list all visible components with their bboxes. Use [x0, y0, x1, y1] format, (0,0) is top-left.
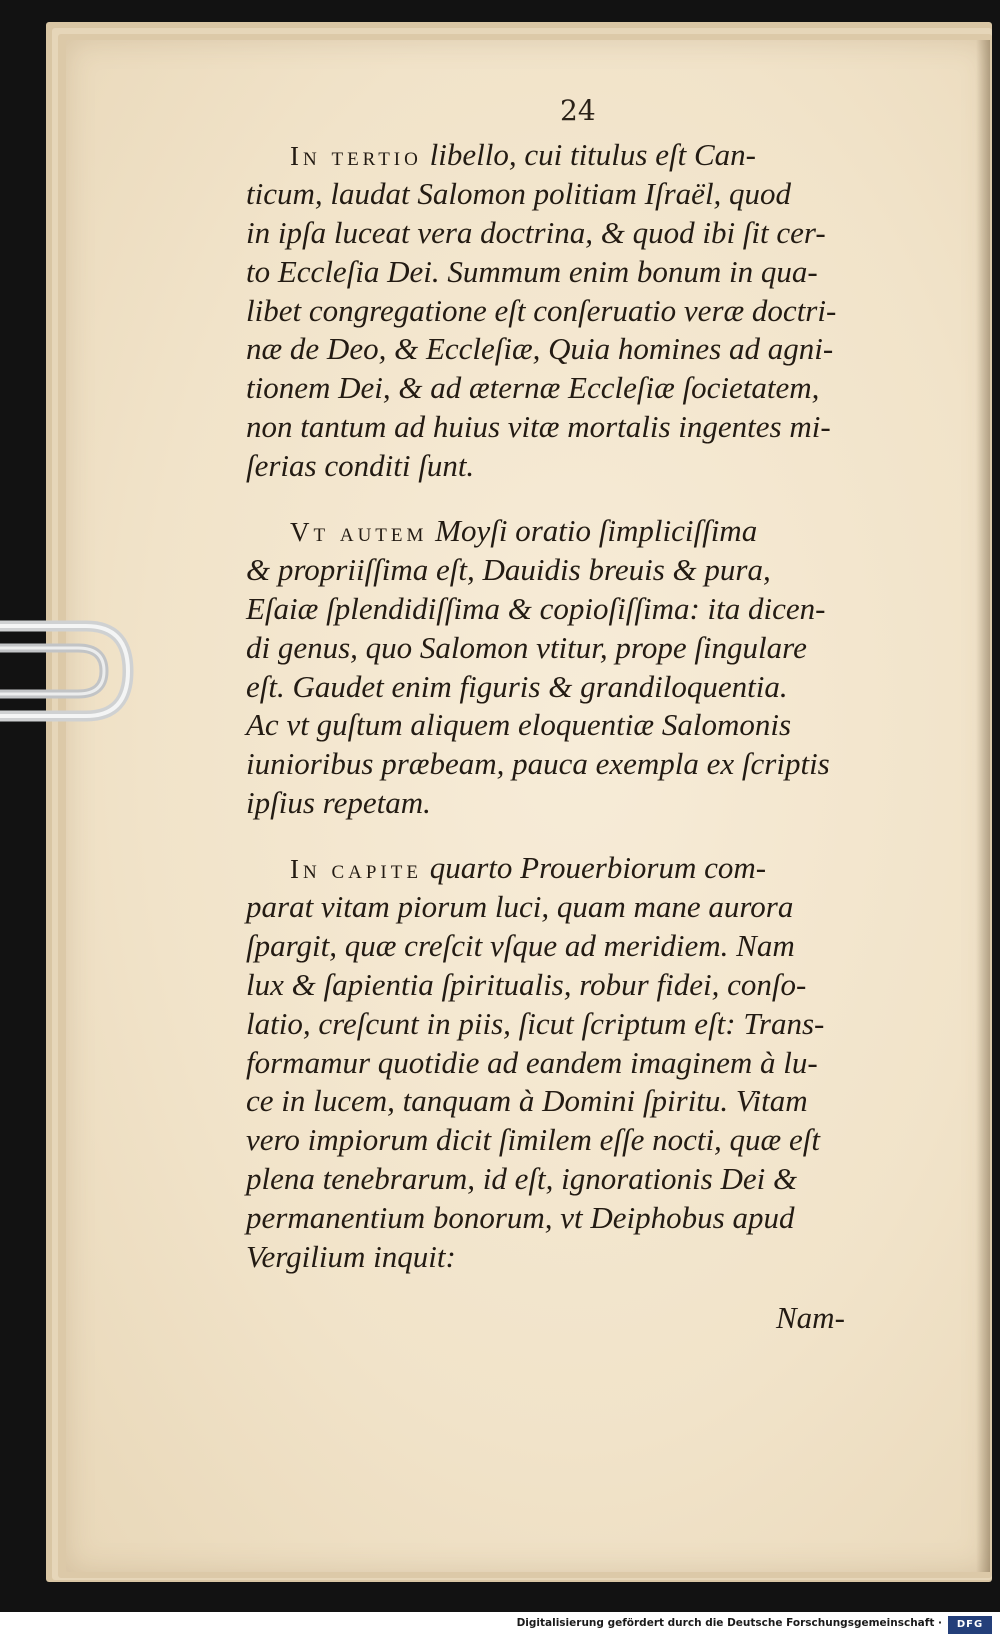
line-text: vero impiorum dicit ſimilem eſſe nocti, quæ eſt — [246, 1122, 820, 1158]
digitization-footer — [0, 1612, 1000, 1639]
line-text: ticum, laudat Salomon politiam Iſraël, quod — [246, 175, 792, 211]
paragraph — [246, 512, 876, 823]
line-text: libello, cui titulus eſt Can- — [429, 137, 756, 172]
text-line — [246, 369, 876, 408]
text-line — [246, 966, 876, 1005]
text-line — [246, 551, 876, 590]
page-gutter-shadow — [976, 40, 990, 1572]
line-text: in ipſa luceat vera doctrina, & quod ibi ſit cer- — [246, 214, 826, 250]
paragraph-lead-words: In tertio — [290, 141, 422, 171]
line-text: eſt. Gaudet enim figuris & grandiloquentia. — [246, 668, 788, 704]
paperclip-icon — [0, 610, 138, 732]
line-text: parat vitam piorum luci, quam mane aurora — [246, 889, 794, 925]
paragraph-lead-words: Vt autem — [290, 517, 428, 548]
page-number: 24 — [560, 94, 596, 127]
text-line — [246, 292, 876, 331]
line-text: & propriiſſima eſt, Dauidis breuis & pura, — [246, 551, 771, 587]
line-text: ipſius repetam. — [246, 785, 431, 821]
line-text: formamur quotidie ad eandem imaginem à lu- — [246, 1044, 818, 1080]
line-text: Moyſi oratio ſimpliciſſima — [435, 513, 758, 549]
line-text: ſpargit, quæ creſcit vſque ad meridiem. Nam — [246, 927, 795, 963]
text-line — [246, 512, 876, 551]
text-line — [246, 136, 876, 175]
text-line — [246, 927, 876, 966]
text-line — [246, 1199, 876, 1238]
line-text: Vergilium inquit: — [246, 1239, 456, 1275]
text-line — [246, 447, 876, 486]
line-text: Ac vt guſtum aliquem eloquentiæ Salomonis — [246, 707, 792, 743]
text-line — [246, 1160, 876, 1199]
line-text: permanentium bonorum, vt Deiphobus apud — [246, 1200, 795, 1236]
line-text: Eſaiæ ſplendidiſſima & copioſiſſima: ita dicen- — [246, 590, 826, 626]
dfg-logo-icon: DFG — [948, 1616, 992, 1634]
text-line — [246, 1005, 876, 1044]
line-text: lux & ſapientia ſpiritualis, robur fidei, conſo- — [246, 966, 807, 1002]
line-text: tionem Dei, & ad æternæ Eccleſiæ ſocietatem, — [246, 370, 820, 406]
text-line — [246, 1121, 876, 1160]
text-line — [246, 1082, 876, 1121]
text-line — [246, 330, 876, 369]
line-text: quarto Prouerbiorum com- — [429, 850, 767, 886]
line-text: ce in lucem, tanquam à Domini ſpiritu. Vitam — [246, 1083, 808, 1119]
paragraph — [246, 136, 876, 486]
text-line — [246, 888, 876, 927]
line-text: latio, creſcunt in piis, ſicut ſcriptum eſt: Trans- — [246, 1005, 825, 1041]
line-text: libet congregatione eſt conſeruatio veræ doctri- — [246, 292, 837, 328]
text-line — [246, 849, 876, 888]
footer-credit: Digitalisierung gefördert durch die Deutsche Forschungsgemeinschaft · — [516, 1617, 942, 1629]
text-line — [246, 1238, 876, 1277]
line-text: næ de Deo, & Eccleſiæ, Quia homines ad agni- — [246, 331, 834, 367]
text-line — [246, 408, 876, 447]
line-text: ſerias conditi ſunt. — [246, 448, 475, 484]
line-text: di genus, quo Salomon vtitur, prope ſingulare — [246, 629, 807, 665]
text-line — [246, 253, 876, 292]
line-text: to Eccleſia Dei. Summum enim bonum in qua- — [246, 253, 818, 289]
text-line — [246, 706, 876, 745]
body-text — [246, 136, 876, 1277]
text-line — [246, 668, 876, 707]
line-text: iunioribus præbeam, pauca exempla ex ſcriptis — [246, 746, 830, 782]
text-line — [246, 214, 876, 253]
paragraph-lead-words: In capite — [290, 854, 422, 885]
text-line — [246, 590, 876, 629]
catchword: Nam- — [776, 1300, 845, 1335]
paragraph — [246, 849, 876, 1277]
line-text: non tantum ad huius vitæ mortalis ingentes mi- — [246, 409, 831, 445]
line-text: plena tenebrarum, id eſt, ignorationis Dei & — [246, 1161, 798, 1197]
text-line — [246, 745, 876, 784]
text-line — [246, 629, 876, 668]
text-line — [246, 175, 876, 214]
text-line — [246, 1044, 876, 1083]
text-line — [246, 784, 876, 823]
